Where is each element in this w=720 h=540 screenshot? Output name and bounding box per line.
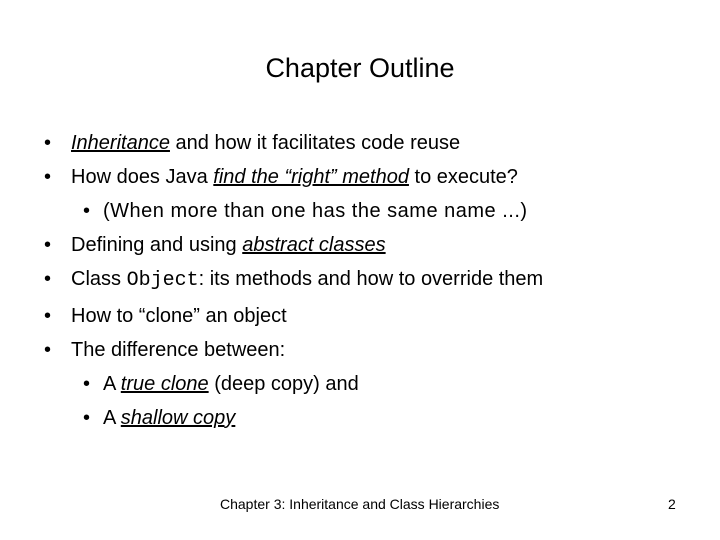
page-number: 2 xyxy=(668,496,676,512)
emphasis-text: Inheritance xyxy=(71,132,170,154)
bullet-text: (When more than one has the same name ...) xyxy=(103,200,528,222)
plain-text: Class xyxy=(71,268,127,290)
bullet-inheritance xyxy=(0,126,720,160)
plain-text: A xyxy=(103,373,121,395)
slide-title: Chapter Outline xyxy=(265,53,455,83)
bullet-text: The difference between: xyxy=(71,339,286,361)
bullet-text xyxy=(103,367,359,401)
sub-bullet-shallow-copy xyxy=(0,401,720,435)
bullet-list xyxy=(0,126,720,435)
bullet-marker: • xyxy=(44,339,52,361)
bullet-text: How to “clone” an object xyxy=(71,305,287,327)
sub-bullet-true-clone xyxy=(0,367,720,401)
bullet-text xyxy=(71,228,386,262)
bullet-text xyxy=(71,262,543,298)
emphasis-text: find the “right” method xyxy=(213,166,409,188)
plain-text: A xyxy=(103,407,121,429)
bullet-clone-object xyxy=(0,299,720,333)
plain-text: (deep copy) and xyxy=(208,373,359,395)
bullet-marker: • xyxy=(44,305,52,327)
plain-text: Defining and using xyxy=(71,234,243,256)
emphasis-text: true clone xyxy=(120,373,209,395)
sub-bullet-same-name xyxy=(0,194,720,228)
bullet-class-object xyxy=(0,262,720,296)
bullet-abstract-classes xyxy=(0,228,720,262)
bullet-marker: • xyxy=(44,268,52,290)
code-text: Object xyxy=(126,269,199,292)
plain-text: to execute? xyxy=(408,166,518,188)
emphasis-text: shallow copy xyxy=(120,407,236,429)
bullet-marker: • xyxy=(83,200,91,222)
plain-text: How does Java xyxy=(71,166,214,188)
bullet-marker: • xyxy=(83,407,91,429)
bullet-find-method xyxy=(0,160,720,194)
bullet-marker: • xyxy=(83,373,91,395)
bullet-difference xyxy=(0,333,720,367)
emphasis-text: abstract classes xyxy=(242,234,386,256)
bullet-marker: • xyxy=(44,132,52,154)
bullet-text xyxy=(103,401,235,435)
bullet-marker: • xyxy=(44,166,52,188)
plain-text: : its methods and how to override them xyxy=(198,268,544,290)
bullet-text xyxy=(71,126,460,160)
plain-text: and how it facilitates code reuse xyxy=(169,132,461,154)
slide-footer: Chapter 3: Inheritance and Class Hierarchies xyxy=(220,496,500,512)
bullet-marker: • xyxy=(44,234,52,256)
bullet-text xyxy=(71,160,518,194)
